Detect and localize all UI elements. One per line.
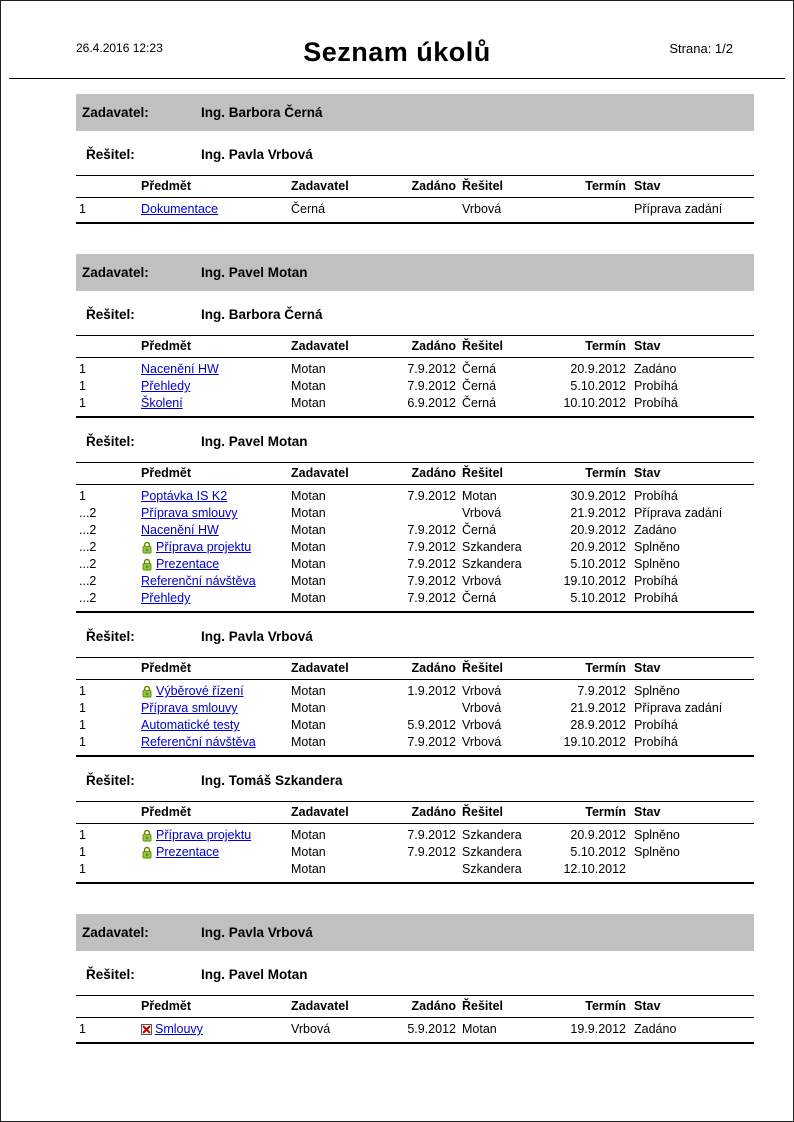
cell-termin: 20.9.2012 [570, 362, 626, 376]
table-header [76, 995, 754, 1018]
col-predmet: Předmět [141, 661, 192, 675]
col-resitel: Řešitel [462, 179, 503, 193]
cell-zadano: 7.9.2012 [407, 540, 456, 554]
zadavatel-name: Ing. Pavel Motan [201, 265, 308, 280]
col-termin: Termín [585, 466, 626, 480]
col-zadavatel: Zadavatel [291, 661, 349, 675]
resitel-section [76, 307, 754, 418]
col-predmet: Předmět [141, 179, 192, 193]
cell-termin: 5.10.2012 [570, 379, 626, 393]
cell-zadavatel: Motan [291, 862, 326, 876]
task-subject-link[interactable]: Příprava projektu [156, 540, 252, 554]
task-row [76, 539, 754, 556]
col-zadano: Zadáno [411, 805, 456, 819]
cell-number: 1 [79, 1022, 86, 1036]
cell-number: 1 [79, 862, 86, 876]
task-subject-link[interactable]: Poptávka IS K2 [141, 489, 228, 503]
resitel-row [76, 967, 754, 982]
task-row [76, 844, 754, 861]
cell-termin: 12.10.2012 [563, 862, 626, 876]
zadavatel-banner [76, 254, 754, 291]
cell-zadavatel: Motan [291, 684, 326, 698]
col-resitel: Řešitel [462, 661, 503, 675]
cell-termin: 19.10.2012 [563, 574, 626, 588]
report-datetime: 26.4.2016 12:23 [76, 41, 163, 55]
cell-zadavatel: Motan [291, 379, 326, 393]
resitel-label: Řešitel: [86, 629, 135, 644]
col-resitel: Řešitel [462, 339, 503, 353]
cell-subject [141, 396, 291, 411]
col-termin: Termín [585, 999, 626, 1013]
page-title: Seznam úkolů [303, 37, 491, 67]
task-table [76, 462, 754, 613]
cell-subject [141, 845, 291, 860]
cell-subject [141, 735, 291, 750]
cell-number: ...2 [79, 506, 97, 520]
resitel-label: Řešitel: [86, 434, 135, 449]
cell-resitel: Szkandera [462, 540, 522, 554]
task-row [76, 734, 754, 751]
cell-resitel: Vrbová [462, 202, 502, 216]
cell-resitel: Černá [462, 396, 497, 410]
resitel-row [76, 434, 754, 449]
task-row [76, 522, 754, 539]
cell-zadano: 7.9.2012 [407, 845, 456, 859]
col-zadavatel: Zadavatel [291, 339, 349, 353]
cell-zadavatel: Motan [291, 591, 326, 605]
cell-stav: Příprava zadání [634, 506, 723, 520]
task-subject-link[interactable]: Výběrové řízení [156, 684, 244, 698]
cell-zadavatel: Motan [291, 489, 326, 503]
cell-number: 1 [79, 828, 86, 842]
cell-zadavatel: Černá [291, 202, 326, 216]
report-body [76, 94, 754, 1044]
cell-subject [141, 506, 291, 521]
col-termin: Termín [585, 805, 626, 819]
task-subject-link[interactable]: Nacenění HW [141, 523, 219, 537]
cell-stav: Splněno [634, 845, 680, 859]
task-subject-link[interactable]: Dokumentace [141, 202, 219, 216]
resitel-label: Řešitel: [86, 307, 135, 322]
col-zadavatel: Zadavatel [291, 805, 349, 819]
cell-zadavatel: Motan [291, 845, 326, 859]
task-table [76, 175, 754, 224]
resitel-row [76, 773, 754, 788]
cell-subject [141, 828, 291, 843]
lock-icon [141, 685, 153, 698]
task-subject-link[interactable]: Prezentace [156, 845, 220, 859]
cell-termin: 28.9.2012 [570, 718, 626, 732]
task-row [76, 573, 754, 590]
cell-stav: Probíhá [634, 591, 678, 605]
cell-resitel: Vrbová [462, 684, 502, 698]
col-zadano: Zadáno [411, 466, 456, 480]
cell-subject [141, 574, 291, 589]
cell-number: 1 [79, 735, 86, 749]
zadavatel-banner [76, 94, 754, 131]
col-stav: Stav [634, 999, 661, 1013]
cell-subject [141, 202, 291, 217]
cell-termin: 7.9.2012 [577, 684, 626, 698]
col-predmet: Předmět [141, 999, 192, 1013]
task-row [76, 1021, 754, 1038]
table-body [76, 824, 754, 884]
table-header [76, 335, 754, 358]
task-row [76, 827, 754, 844]
cell-resitel: Černá [462, 362, 497, 376]
task-subject-link[interactable]: Přehledy [141, 379, 191, 393]
task-row [76, 361, 754, 378]
cell-number: ...2 [79, 540, 97, 554]
cell-zadano: 7.9.2012 [407, 574, 456, 588]
cell-subject [141, 379, 291, 394]
cell-termin: 5.10.2012 [570, 557, 626, 571]
resitel-name: Ing. Tomáš Szkandera [201, 773, 343, 788]
cell-resitel: Motan [462, 489, 497, 503]
col-stav: Stav [634, 339, 661, 353]
cell-termin: 20.9.2012 [570, 828, 626, 842]
cell-number: 1 [79, 489, 86, 503]
cell-zadavatel: Motan [291, 540, 326, 554]
cell-number: ...2 [79, 574, 97, 588]
cell-subject [141, 362, 291, 377]
resitel-label: Řešitel: [86, 773, 135, 788]
zadavatel-name: Ing. Barbora Černá [201, 105, 323, 120]
subject-icon-slot [141, 558, 153, 571]
table-header [76, 657, 754, 680]
task-row [76, 556, 754, 573]
task-subject-link[interactable]: Školení [141, 396, 183, 410]
cell-subject [141, 557, 291, 572]
cell-termin: 10.10.2012 [563, 396, 626, 410]
task-row [76, 717, 754, 734]
col-zadano: Zadáno [411, 339, 456, 353]
cell-number: 1 [79, 684, 86, 698]
lock-icon [141, 558, 153, 571]
resitel-name: Ing. Pavel Motan [201, 967, 308, 982]
cell-subject [141, 591, 291, 606]
col-zadano: Zadáno [411, 179, 456, 193]
task-row [76, 395, 754, 412]
resitel-row [76, 629, 754, 644]
col-predmet: Předmět [141, 466, 192, 480]
cell-resitel: Szkandera [462, 828, 522, 842]
cell-subject [141, 489, 291, 504]
cell-resitel: Vrbová [462, 506, 502, 520]
zadavatel-label: Zadavatel: [82, 105, 149, 120]
cell-stav: Splněno [634, 684, 680, 698]
page-number: Strana: 1/2 [669, 41, 733, 56]
cell-zadano: 7.9.2012 [407, 362, 456, 376]
resitel-section [76, 434, 754, 613]
resitel-name: Ing. Pavel Motan [201, 434, 308, 449]
resitel-name: Ing. Barbora Černá [201, 307, 323, 322]
task-table [76, 801, 754, 884]
cell-stav: Splněno [634, 540, 680, 554]
zadavatel-group [76, 254, 754, 884]
cell-zadavatel: Motan [291, 362, 326, 376]
cell-stav: Probíhá [634, 735, 678, 749]
cell-stav: Probíhá [634, 396, 678, 410]
cell-zadavatel: Vrbová [291, 1022, 331, 1036]
cancelled-icon [141, 1024, 152, 1035]
col-stav: Stav [634, 805, 661, 819]
cell-zadano: 7.9.2012 [407, 591, 456, 605]
cell-subject [141, 523, 291, 538]
cell-stav: Splněno [634, 557, 680, 571]
task-row [76, 700, 754, 717]
cell-number: ...2 [79, 591, 97, 605]
cell-stav: Zadáno [634, 362, 677, 376]
task-subject-link[interactable]: Referenční návštěva [141, 735, 256, 749]
zadavatel-banner [76, 914, 754, 951]
cell-number: 1 [79, 845, 86, 859]
cell-zadano: 7.9.2012 [407, 735, 456, 749]
cell-zadano: 7.9.2012 [407, 557, 456, 571]
cell-number: ...2 [79, 523, 97, 537]
col-predmet: Předmět [141, 339, 192, 353]
lock-icon [141, 541, 153, 554]
cell-subject [141, 1022, 291, 1037]
cell-zadavatel: Motan [291, 574, 326, 588]
table-body [76, 198, 754, 224]
cell-zadavatel: Motan [291, 396, 326, 410]
resitel-section [76, 629, 754, 757]
subject-icon-slot [141, 685, 153, 698]
cell-zadano: 7.9.2012 [407, 489, 456, 503]
cell-stav: Probíhá [634, 379, 678, 393]
resitel-row [76, 307, 754, 322]
resitel-section [76, 773, 754, 884]
col-stav: Stav [634, 661, 661, 675]
cell-zadavatel: Motan [291, 523, 326, 537]
col-zadavatel: Zadavatel [291, 179, 349, 193]
cell-zadano: 1.9.2012 [407, 684, 456, 698]
zadavatel-group [76, 94, 754, 224]
task-table [76, 335, 754, 418]
task-table [76, 657, 754, 757]
cell-subject [141, 540, 291, 555]
cell-subject [141, 718, 291, 733]
table-body [76, 358, 754, 418]
col-resitel: Řešitel [462, 805, 503, 819]
cell-number: 1 [79, 202, 86, 216]
task-subject-link[interactable]: Příprava smlouvy [141, 701, 238, 715]
cell-resitel: Černá [462, 523, 497, 537]
cell-zadano: 5.9.2012 [407, 718, 456, 732]
table-header [76, 462, 754, 485]
cell-stav: Příprava zadání [634, 701, 723, 715]
col-zadano: Zadáno [411, 661, 456, 675]
cell-zadavatel: Motan [291, 506, 326, 520]
table-body [76, 1018, 754, 1044]
task-row [76, 378, 754, 395]
zadavatel-group [76, 914, 754, 1044]
resitel-name: Ing. Pavla Vrbová [201, 147, 313, 162]
table-body [76, 680, 754, 757]
cell-stav: Probíhá [634, 489, 678, 503]
cell-number: 1 [79, 379, 86, 393]
col-termin: Termín [585, 661, 626, 675]
cell-zadavatel: Motan [291, 735, 326, 749]
cell-number: 1 [79, 362, 86, 376]
col-zadano: Zadáno [411, 999, 456, 1013]
subject-icon-slot [141, 846, 153, 859]
task-row [76, 488, 754, 505]
task-row [76, 861, 754, 878]
cell-subject [141, 684, 291, 699]
table-header [76, 175, 754, 198]
cell-termin: 5.10.2012 [570, 845, 626, 859]
task-subject-link[interactable]: Smlouvy [155, 1022, 203, 1036]
subject-icon-slot [141, 541, 153, 554]
cell-termin: 20.9.2012 [570, 523, 626, 537]
cell-zadano: 6.9.2012 [407, 396, 456, 410]
lock-icon [141, 846, 153, 859]
col-zadavatel: Zadavatel [291, 999, 349, 1013]
cell-resitel: Szkandera [462, 557, 522, 571]
cell-resitel: Černá [462, 591, 497, 605]
cell-resitel: Szkandera [462, 845, 522, 859]
cell-resitel: Szkandera [462, 862, 522, 876]
task-subject-link[interactable]: Příprava smlouvy [141, 506, 238, 520]
col-stav: Stav [634, 466, 661, 480]
subject-icon-slot [141, 1024, 152, 1035]
task-row [76, 683, 754, 700]
cell-zadano: 7.9.2012 [407, 379, 456, 393]
cell-number: ...2 [79, 557, 97, 571]
cell-termin: 20.9.2012 [570, 540, 626, 554]
task-subject-link[interactable]: Příprava projektu [156, 828, 252, 842]
cell-zadavatel: Motan [291, 701, 326, 715]
cell-termin: 19.10.2012 [563, 735, 626, 749]
cell-termin: 30.9.2012 [570, 489, 626, 503]
task-row [76, 505, 754, 522]
cell-zadano: 7.9.2012 [407, 828, 456, 842]
cell-number: 1 [79, 718, 86, 732]
task-table [76, 995, 754, 1044]
cell-resitel: Motan [462, 1022, 497, 1036]
cell-zadavatel: Motan [291, 557, 326, 571]
resitel-list [76, 307, 754, 884]
cell-subject [141, 701, 291, 716]
col-resitel: Řešitel [462, 466, 503, 480]
task-subject-link[interactable]: Automatické testy [141, 718, 240, 732]
col-zadavatel: Zadavatel [291, 466, 349, 480]
task-subject-link[interactable]: Nacenění HW [141, 362, 219, 376]
zadavatel-label: Zadavatel: [82, 925, 149, 940]
cell-stav: Příprava zadání [634, 202, 723, 216]
task-row [76, 590, 754, 607]
cell-termin: 21.9.2012 [570, 506, 626, 520]
resitel-section [76, 967, 754, 1044]
lock-icon [141, 829, 153, 842]
resitel-name: Ing. Pavla Vrbová [201, 629, 313, 644]
resitel-label: Řešitel: [86, 967, 135, 982]
table-body [76, 485, 754, 613]
cell-stav: Probíhá [634, 718, 678, 732]
cell-resitel: Vrbová [462, 701, 502, 715]
cell-zadavatel: Motan [291, 828, 326, 842]
zadavatel-name: Ing. Pavla Vrbová [201, 925, 313, 940]
task-subject-link[interactable]: Referenční návštěva [141, 574, 256, 588]
cell-zadavatel: Motan [291, 718, 326, 732]
cell-stav: Probíhá [634, 574, 678, 588]
cell-resitel: Černá [462, 379, 497, 393]
cell-zadano: 7.9.2012 [407, 523, 456, 537]
cell-resitel: Vrbová [462, 574, 502, 588]
resitel-section [76, 147, 754, 224]
task-subject-link[interactable]: Prezentace [156, 557, 220, 571]
cell-stav: Splněno [634, 828, 680, 842]
resitel-list [76, 967, 754, 1044]
col-termin: Termín [585, 339, 626, 353]
cell-termin: 19.9.2012 [570, 1022, 626, 1036]
cell-termin: 21.9.2012 [570, 701, 626, 715]
resitel-row [76, 147, 754, 162]
zadavatel-label: Zadavatel: [82, 265, 149, 280]
task-row [76, 201, 754, 218]
col-stav: Stav [634, 179, 661, 193]
resitel-list [76, 147, 754, 224]
table-header [76, 801, 754, 824]
cell-number: 1 [79, 396, 86, 410]
cell-number: 1 [79, 701, 86, 715]
subject-icon-slot [141, 829, 153, 842]
task-subject-link[interactable]: Přehledy [141, 591, 191, 605]
col-termin: Termín [585, 179, 626, 193]
cell-termin: 5.10.2012 [570, 591, 626, 605]
col-resitel: Řešitel [462, 999, 503, 1013]
resitel-label: Řešitel: [86, 147, 135, 162]
col-predmet: Předmět [141, 805, 192, 819]
cell-zadano: 5.9.2012 [407, 1022, 456, 1036]
cell-stav: Zadáno [634, 523, 677, 537]
report-header [9, 1, 785, 79]
cell-resitel: Vrbová [462, 718, 502, 732]
cell-stav: Zadáno [634, 1022, 677, 1036]
cell-resitel: Vrbová [462, 735, 502, 749]
